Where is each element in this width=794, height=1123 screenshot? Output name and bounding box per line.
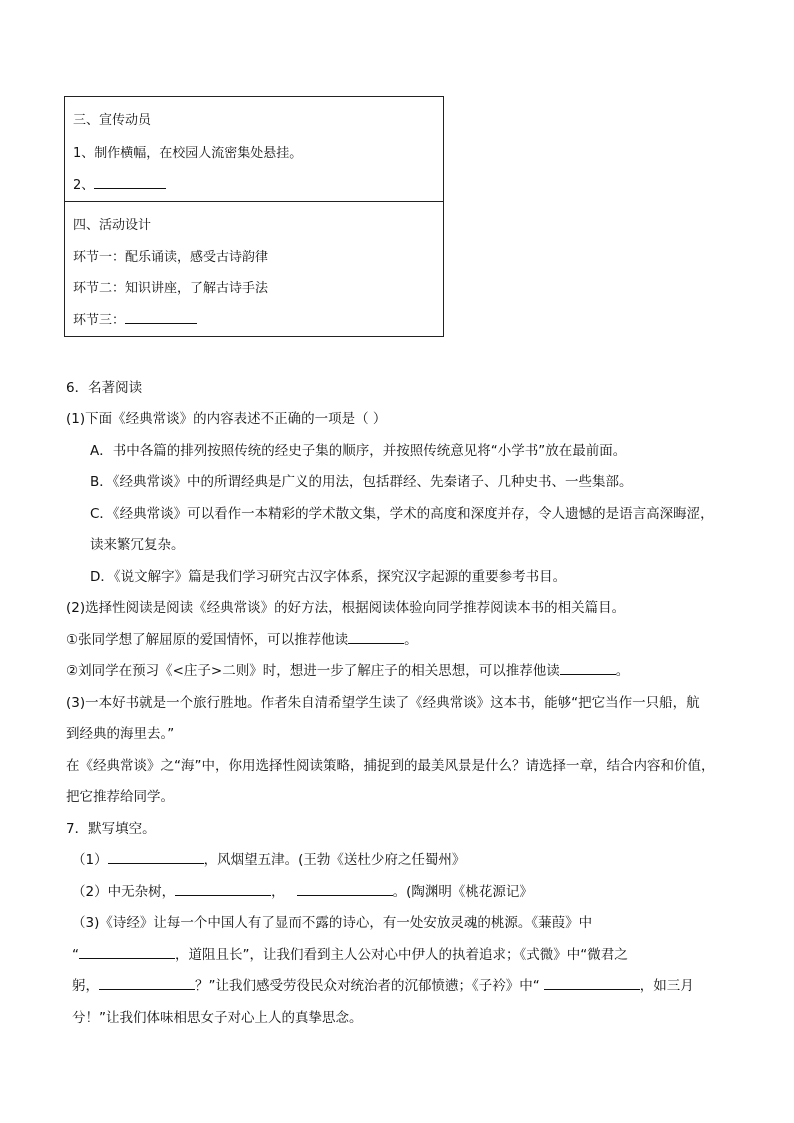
q6-option-a[interactable]: A．书中各篇的排列按照传统的经史子集的顺序，并按照传统意见将“小学书”放在最前面。 — [90, 443, 627, 459]
activity-step-1: 环节一：配乐诵读，感受古诗韵律 — [73, 250, 269, 265]
q6-option-c[interactable]: C．《经典常谈》可以看作一本精彩的学术散文集，学术的高度和深度并存，令人遗憾的是语言高深晦涩， — [90, 506, 714, 522]
answer-blank[interactable] — [99, 977, 195, 990]
q6-part3: (3)一本好书就是一个旅行胜地。作者朱自清希望学生读了《经典常谈》这本书，能够“把它当作一只船，航 — [66, 695, 700, 711]
q7-line-6: 兮！”让我们体味相思女子对心上人的真挚思念。 — [72, 1010, 363, 1026]
q6-option-d[interactable]: D．《说文解字》篇是我们学习研究古汉字体系，探究汉字起源的重要参考书目。 — [90, 569, 567, 585]
activity-step-3: 环节三： — [73, 309, 197, 328]
q7-line-3: （3)《诗经》让每一个中国人有了显而不露的诗心，有一处安放灵魂的桃源。《蒹葭》中 — [72, 915, 593, 931]
publicity-item-1: 1、制作横幅，在校园人流密集处悬挂。 — [73, 146, 303, 161]
publicity-item-2: 2、 — [73, 174, 166, 193]
q6-part3-cont: 到经典的海里去。” — [66, 726, 175, 742]
q6-part1: (1)下面《经典常谈》的内容表述不正确的一项是（ ） — [66, 411, 387, 427]
q6-option-c-cont: 读来繁冗复杂。 — [90, 537, 185, 553]
q6-option-b[interactable]: B．《经典常谈》中的所谓经典是广义的用法，包括群经、先秦诸子、几种史书、一些集部。 — [90, 474, 633, 490]
activity-title: 四、活动设计 — [73, 218, 152, 233]
answer-blank[interactable] — [125, 311, 197, 324]
publicity-title: 三、宣传动员 — [73, 113, 152, 128]
q7-line-2: （2）中无杂树， ， 。(陶渊明《桃花源记》 — [72, 884, 533, 900]
answer-blank[interactable] — [560, 662, 616, 675]
answer-blank[interactable] — [94, 176, 166, 189]
answer-blank[interactable] — [79, 946, 175, 959]
activity-design-box — [64, 201, 444, 337]
publicity-box — [64, 96, 444, 202]
answer-blank[interactable] — [297, 883, 393, 896]
q6-part2: (2)选择性阅读是阅读《经典常谈》的好方法，根据阅读体验向同学推荐阅读本书的相关篇目。 — [66, 600, 626, 616]
answer-blank[interactable] — [544, 977, 640, 990]
q7-line-4: “ ，道阻且长”，让我们看到主人公对心中伊人的执着追求；《式微》中“微君之 — [72, 947, 628, 963]
answer-blank[interactable] — [175, 883, 271, 896]
q6-title: 6．名著阅读 — [66, 380, 143, 396]
q6-part3-prompt-cont: 把它推荐给同学。 — [66, 789, 174, 805]
activity-step-2: 环节二：知识讲座，了解古诗手法 — [73, 281, 269, 296]
answer-blank[interactable] — [108, 851, 204, 864]
answer-blank[interactable] — [348, 631, 404, 644]
q6-part2-item2: ②刘同学在预习《<庄子>二则》时，想进一步了解庄子的相关思想，可以推荐他读 。 — [66, 663, 630, 679]
q6-part3-prompt: 在《经典常谈》之“海”中，你用选择性阅读策略，捕捉到的最美风景是什么？请选择一章，结合内容和价值， — [66, 758, 715, 774]
q7-line-5: 躬， ？”让我们感受劳役民众对统治者的沉郁愤懑；《子衿》中“ ，如三月 — [72, 978, 694, 994]
q6-part2-item1: ①张同学想了解屈原的爱国情怀，可以推荐他读 。 — [66, 632, 418, 648]
q7-title: 7．默写填空。 — [66, 821, 156, 837]
q7-line-1: （1） ，风烟望五津。(王勃《送杜少府之任蜀州》 — [72, 852, 466, 868]
